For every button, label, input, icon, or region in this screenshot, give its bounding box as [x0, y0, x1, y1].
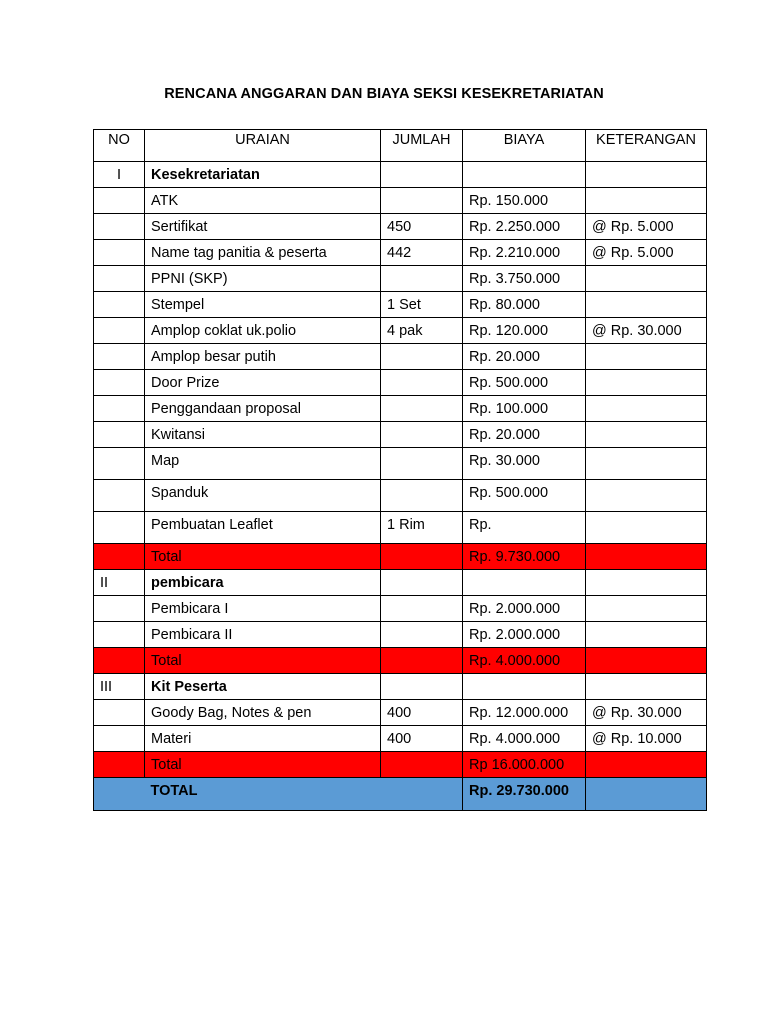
row-keterangan [586, 266, 707, 292]
grand-total-row [94, 778, 707, 811]
row-biaya: Rp. 2.000.000 [463, 596, 586, 622]
row-uraian: Spanduk [145, 480, 381, 512]
row-biaya: Rp. [463, 512, 586, 544]
row-biaya: Rp. 30.000 [463, 448, 586, 480]
table-row [94, 214, 707, 240]
row-biaya: Rp. 20.000 [463, 422, 586, 448]
row-no-cell [94, 422, 145, 448]
row-no-cell [94, 622, 145, 648]
row-no-cell [94, 240, 145, 266]
header-no: NO [94, 130, 145, 162]
grand-total-label: TOTAL [145, 778, 463, 811]
row-no-cell [94, 448, 145, 480]
row-keterangan [586, 480, 707, 512]
header-jumlah: JUMLAH [381, 130, 463, 162]
table-row [94, 370, 707, 396]
section-total-label: Total [145, 752, 381, 778]
row-no-cell [94, 292, 145, 318]
row-jumlah [381, 480, 463, 512]
row-biaya: Rp. 120.000 [463, 318, 586, 344]
table-row [94, 240, 707, 266]
row-biaya: Rp. 100.000 [463, 396, 586, 422]
empty-cell [463, 162, 586, 188]
section-total-biaya: Rp. 4.000.000 [463, 648, 586, 674]
total-jumlah-cell [381, 648, 463, 674]
section-total-label: Total [145, 544, 381, 570]
section-total-label: Total [145, 648, 381, 674]
table-row [94, 512, 707, 544]
row-jumlah [381, 188, 463, 214]
header-keterangan: KETERANGAN [586, 130, 707, 162]
row-jumlah [381, 596, 463, 622]
table-row [94, 622, 707, 648]
grand-total-biaya: Rp. 29.730.000 [463, 778, 586, 811]
row-jumlah: 1 Set [381, 292, 463, 318]
section-total-row [94, 648, 707, 674]
row-no-cell [94, 318, 145, 344]
table-row [94, 318, 707, 344]
row-uraian: ATK [145, 188, 381, 214]
empty-cell [381, 570, 463, 596]
row-keterangan [586, 292, 707, 318]
table-header-row [94, 130, 707, 162]
row-no-cell [94, 726, 145, 752]
section-number: III [94, 674, 145, 700]
row-uraian: Pembicara II [145, 622, 381, 648]
document-title: RENCANA ANGGARAN DAN BIAYA SEKSI KESEKRETARIATAN [164, 86, 604, 102]
row-uraian: Stempel [145, 292, 381, 318]
budget-table [93, 129, 707, 811]
row-biaya: Rp. 150.000 [463, 188, 586, 214]
empty-cell [586, 570, 707, 596]
total-keterangan-cell [586, 544, 707, 570]
row-biaya: Rp. 500.000 [463, 480, 586, 512]
row-biaya: Rp. 500.000 [463, 370, 586, 396]
row-uraian: Sertifikat [145, 214, 381, 240]
total-no-cell [94, 648, 145, 674]
row-uraian: Materi [145, 726, 381, 752]
section-number: II [94, 570, 145, 596]
row-no-cell [94, 700, 145, 726]
total-no-cell [94, 752, 145, 778]
row-uraian: Goody Bag, Notes & pen [145, 700, 381, 726]
grand-total-no-cell [94, 778, 145, 811]
row-no-cell [94, 214, 145, 240]
row-keterangan [586, 448, 707, 480]
header-uraian: URAIAN [145, 130, 381, 162]
header-biaya: BIAYA [463, 130, 586, 162]
row-biaya: Rp. 2.000.000 [463, 622, 586, 648]
row-no-cell [94, 480, 145, 512]
table-row [94, 422, 707, 448]
table-row [94, 480, 707, 512]
row-jumlah [381, 266, 463, 292]
row-uraian: Door Prize [145, 370, 381, 396]
row-keterangan [586, 344, 707, 370]
row-uraian: Penggandaan proposal [145, 396, 381, 422]
row-keterangan: @ Rp. 30.000 [586, 318, 707, 344]
row-biaya: Rp. 20.000 [463, 344, 586, 370]
total-no-cell [94, 544, 145, 570]
empty-cell [463, 674, 586, 700]
row-uraian: Kwitansi [145, 422, 381, 448]
row-biaya: Rp. 80.000 [463, 292, 586, 318]
row-jumlah [381, 396, 463, 422]
table-row [94, 292, 707, 318]
row-uraian: Map [145, 448, 381, 480]
table-row [94, 700, 707, 726]
row-keterangan [586, 396, 707, 422]
row-uraian: Amplop besar putih [145, 344, 381, 370]
row-jumlah: 400 [381, 700, 463, 726]
row-no-cell [94, 188, 145, 214]
row-no-cell [94, 344, 145, 370]
row-biaya: Rp. 2.250.000 [463, 214, 586, 240]
row-keterangan [586, 188, 707, 214]
table-row [94, 726, 707, 752]
total-keterangan-cell [586, 648, 707, 674]
row-keterangan [586, 422, 707, 448]
empty-cell [586, 162, 707, 188]
section-total-row [94, 752, 707, 778]
empty-cell [463, 570, 586, 596]
row-jumlah: 442 [381, 240, 463, 266]
row-keterangan: @ Rp. 10.000 [586, 726, 707, 752]
table-row [94, 344, 707, 370]
table-row [94, 396, 707, 422]
section-total-biaya: Rp 16.000.000 [463, 752, 586, 778]
row-no-cell [94, 596, 145, 622]
section-name: pembicara [145, 570, 381, 596]
row-uraian: Name tag panitia & peserta [145, 240, 381, 266]
row-keterangan [586, 596, 707, 622]
row-biaya: Rp. 12.000.000 [463, 700, 586, 726]
row-uraian: PPNI (SKP) [145, 266, 381, 292]
row-jumlah: 400 [381, 726, 463, 752]
row-jumlah [381, 422, 463, 448]
table-row [94, 266, 707, 292]
row-keterangan [586, 512, 707, 544]
table-row [94, 448, 707, 480]
empty-cell [586, 674, 707, 700]
grand-total-keterangan-cell [586, 778, 707, 811]
total-jumlah-cell [381, 752, 463, 778]
empty-cell [381, 162, 463, 188]
row-uraian: Pembuatan Leaflet [145, 512, 381, 544]
row-keterangan [586, 370, 707, 396]
row-jumlah: 1 Rim [381, 512, 463, 544]
row-jumlah [381, 344, 463, 370]
row-jumlah: 4 pak [381, 318, 463, 344]
section-row [94, 162, 707, 188]
row-keterangan [586, 622, 707, 648]
row-uraian: Pembicara I [145, 596, 381, 622]
row-keterangan: @ Rp. 5.000 [586, 214, 707, 240]
row-no-cell [94, 370, 145, 396]
table-row [94, 596, 707, 622]
row-uraian: Amplop coklat uk.polio [145, 318, 381, 344]
section-row [94, 570, 707, 596]
row-jumlah [381, 622, 463, 648]
row-keterangan: @ Rp. 30.000 [586, 700, 707, 726]
row-biaya: Rp. 3.750.000 [463, 266, 586, 292]
section-total-row [94, 544, 707, 570]
row-keterangan: @ Rp. 5.000 [586, 240, 707, 266]
section-row [94, 674, 707, 700]
total-jumlah-cell [381, 544, 463, 570]
empty-cell [381, 674, 463, 700]
row-no-cell [94, 512, 145, 544]
section-name: Kesekretariatan [145, 162, 381, 188]
total-keterangan-cell [586, 752, 707, 778]
row-biaya: Rp. 2.210.000 [463, 240, 586, 266]
row-biaya: Rp. 4.000.000 [463, 726, 586, 752]
row-no-cell [94, 266, 145, 292]
section-number: I [94, 162, 145, 188]
row-no-cell [94, 396, 145, 422]
section-total-biaya: Rp. 9.730.000 [463, 544, 586, 570]
table-row [94, 188, 707, 214]
row-jumlah [381, 448, 463, 480]
row-jumlah [381, 370, 463, 396]
section-name: Kit Peserta [145, 674, 381, 700]
row-jumlah: 450 [381, 214, 463, 240]
